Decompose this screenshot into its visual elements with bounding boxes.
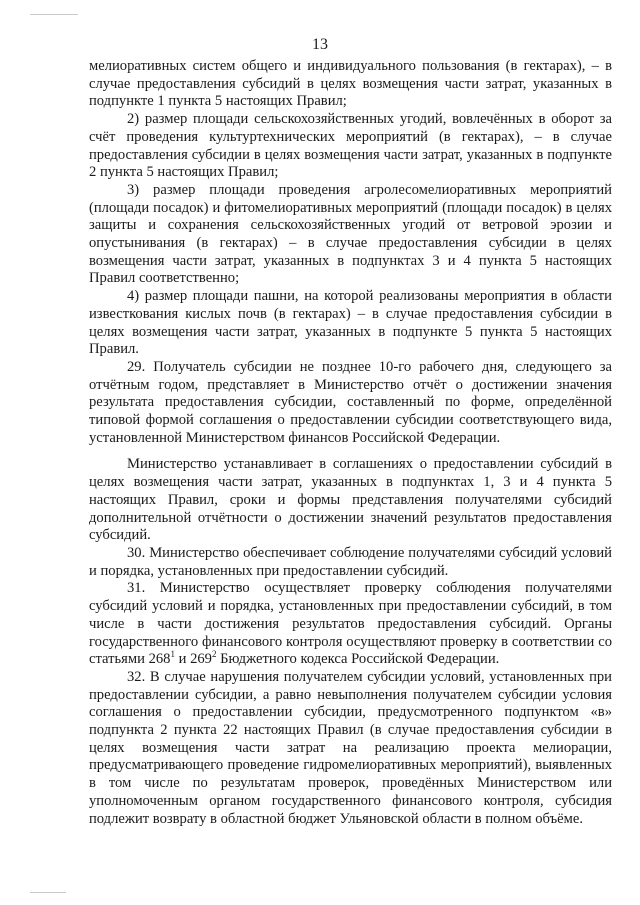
paragraph-31-text-end: Бюджетного кодекса Российской Федерации. bbox=[216, 651, 500, 668]
scan-artifact bbox=[30, 14, 78, 15]
paragraph-31-text-middle: и 269 bbox=[174, 651, 212, 668]
paragraph-item-2: 2) размер площади сельскохозяйственных угодий, вовлечённых в оборот за счёт проведения культуртехнических мероприятий (в гектарах), – в случае предоставления субсидии в целях возмещения части затрат, указанных в подпункте 2 пункта 5 настоящих Правил; bbox=[89, 111, 612, 181]
paragraph-ministry-reporting: Министерство устанавливает в соглашениях о предоставлении субсидий в целях возмещения части затрат, указанных в подпунктах 1, 3 и 4 пункта 5 настоящих Правил, сроки и формы представления получателями субсидий дополнительной отчётности о достижении значений результатов предоставления субсидий. bbox=[89, 456, 612, 544]
paragraph-30: 30. Министерство обеспечивает соблюдение получателями субсидий условий и порядка, установленных при предоставлении субсидий. bbox=[89, 544, 612, 579]
document-body bbox=[89, 58, 612, 828]
paragraph-31-text: 31. Министерство осуществляет проверку соблюдения получателями субсидий условий и порядка, установленных при предоставлении субсидий, в том числе в части достижения результатов предоставления субсидий. Органы государственного финансового контроля осуществляют проверку в соответствии со статьями 268 bbox=[89, 580, 612, 668]
paragraph-item-3: 3) размер площади проведения агролесомелиоративных мероприятий (площади посадок) и фитомелиоративных мероприятий (площади посадок) в целях защиты и сохранения сельскохозяйственных угодий от ветровой эрозии и опустынивания (в гектарах) – в случае предоставления субсидии в целях возмещения части затрат, указанных в подпунктах 3 и 4 пункта 5 настоящих Правил соответственно; bbox=[89, 181, 612, 287]
paragraph-32: 32. В случае нарушения получателем субсидии условий, установленных при предоставлении субсидии, а равно невыполнения получателем субсидии условия соглашения о предоставлении субсидии, предусмотренного подпунктом «в» подпункта 2 пункта 22 настоящих Правил (в случае предоставления субсидии в целях возмещения части затрат на реализацию проекта мелиорации, предусматривающего проведение гидромелиоративных мероприятий), выявленных в том числе по результатам проверок, проведённых Министерством или уполномоченным органом государственного финансового контроля, субсидия подлежит возврату в областной бюджет Ульяновской области в полном объёме. bbox=[89, 668, 612, 827]
paragraph-item-4: 4) размер площади пашни, на которой реализованы мероприятия в области известкования кислых почв (в гектарах) – в случае предоставления субсидии в целях возмещения части затрат, указанных в подпункте 5 пункта 5 настоящих Правил. bbox=[89, 288, 612, 358]
superscript-1: 1 bbox=[170, 649, 175, 660]
paragraph-31 bbox=[89, 580, 612, 669]
page-number: 13 bbox=[312, 36, 328, 53]
scan-artifact bbox=[30, 892, 66, 893]
paragraph-29: 29. Получатель субсидии не позднее 10-го рабочего дня, следующего за отчётным годом, представляет в Министерство отчёт о достижении значения результата предоставления субсидии, составленный по форме, определённой типовой формой соглашения о предоставлении субсидии соответствующего вида, установленной Министерством финансов Российской Федерации. bbox=[89, 358, 612, 446]
paragraph-continuation: мелиоративных систем общего и индивидуального пользования (в гектарах), – в случае предоставления субсидий в целях возмещения части затрат, указанных в подпункте 1 пункта 5 настоящих Правил; bbox=[89, 58, 612, 110]
superscript-2: 2 bbox=[211, 649, 217, 660]
